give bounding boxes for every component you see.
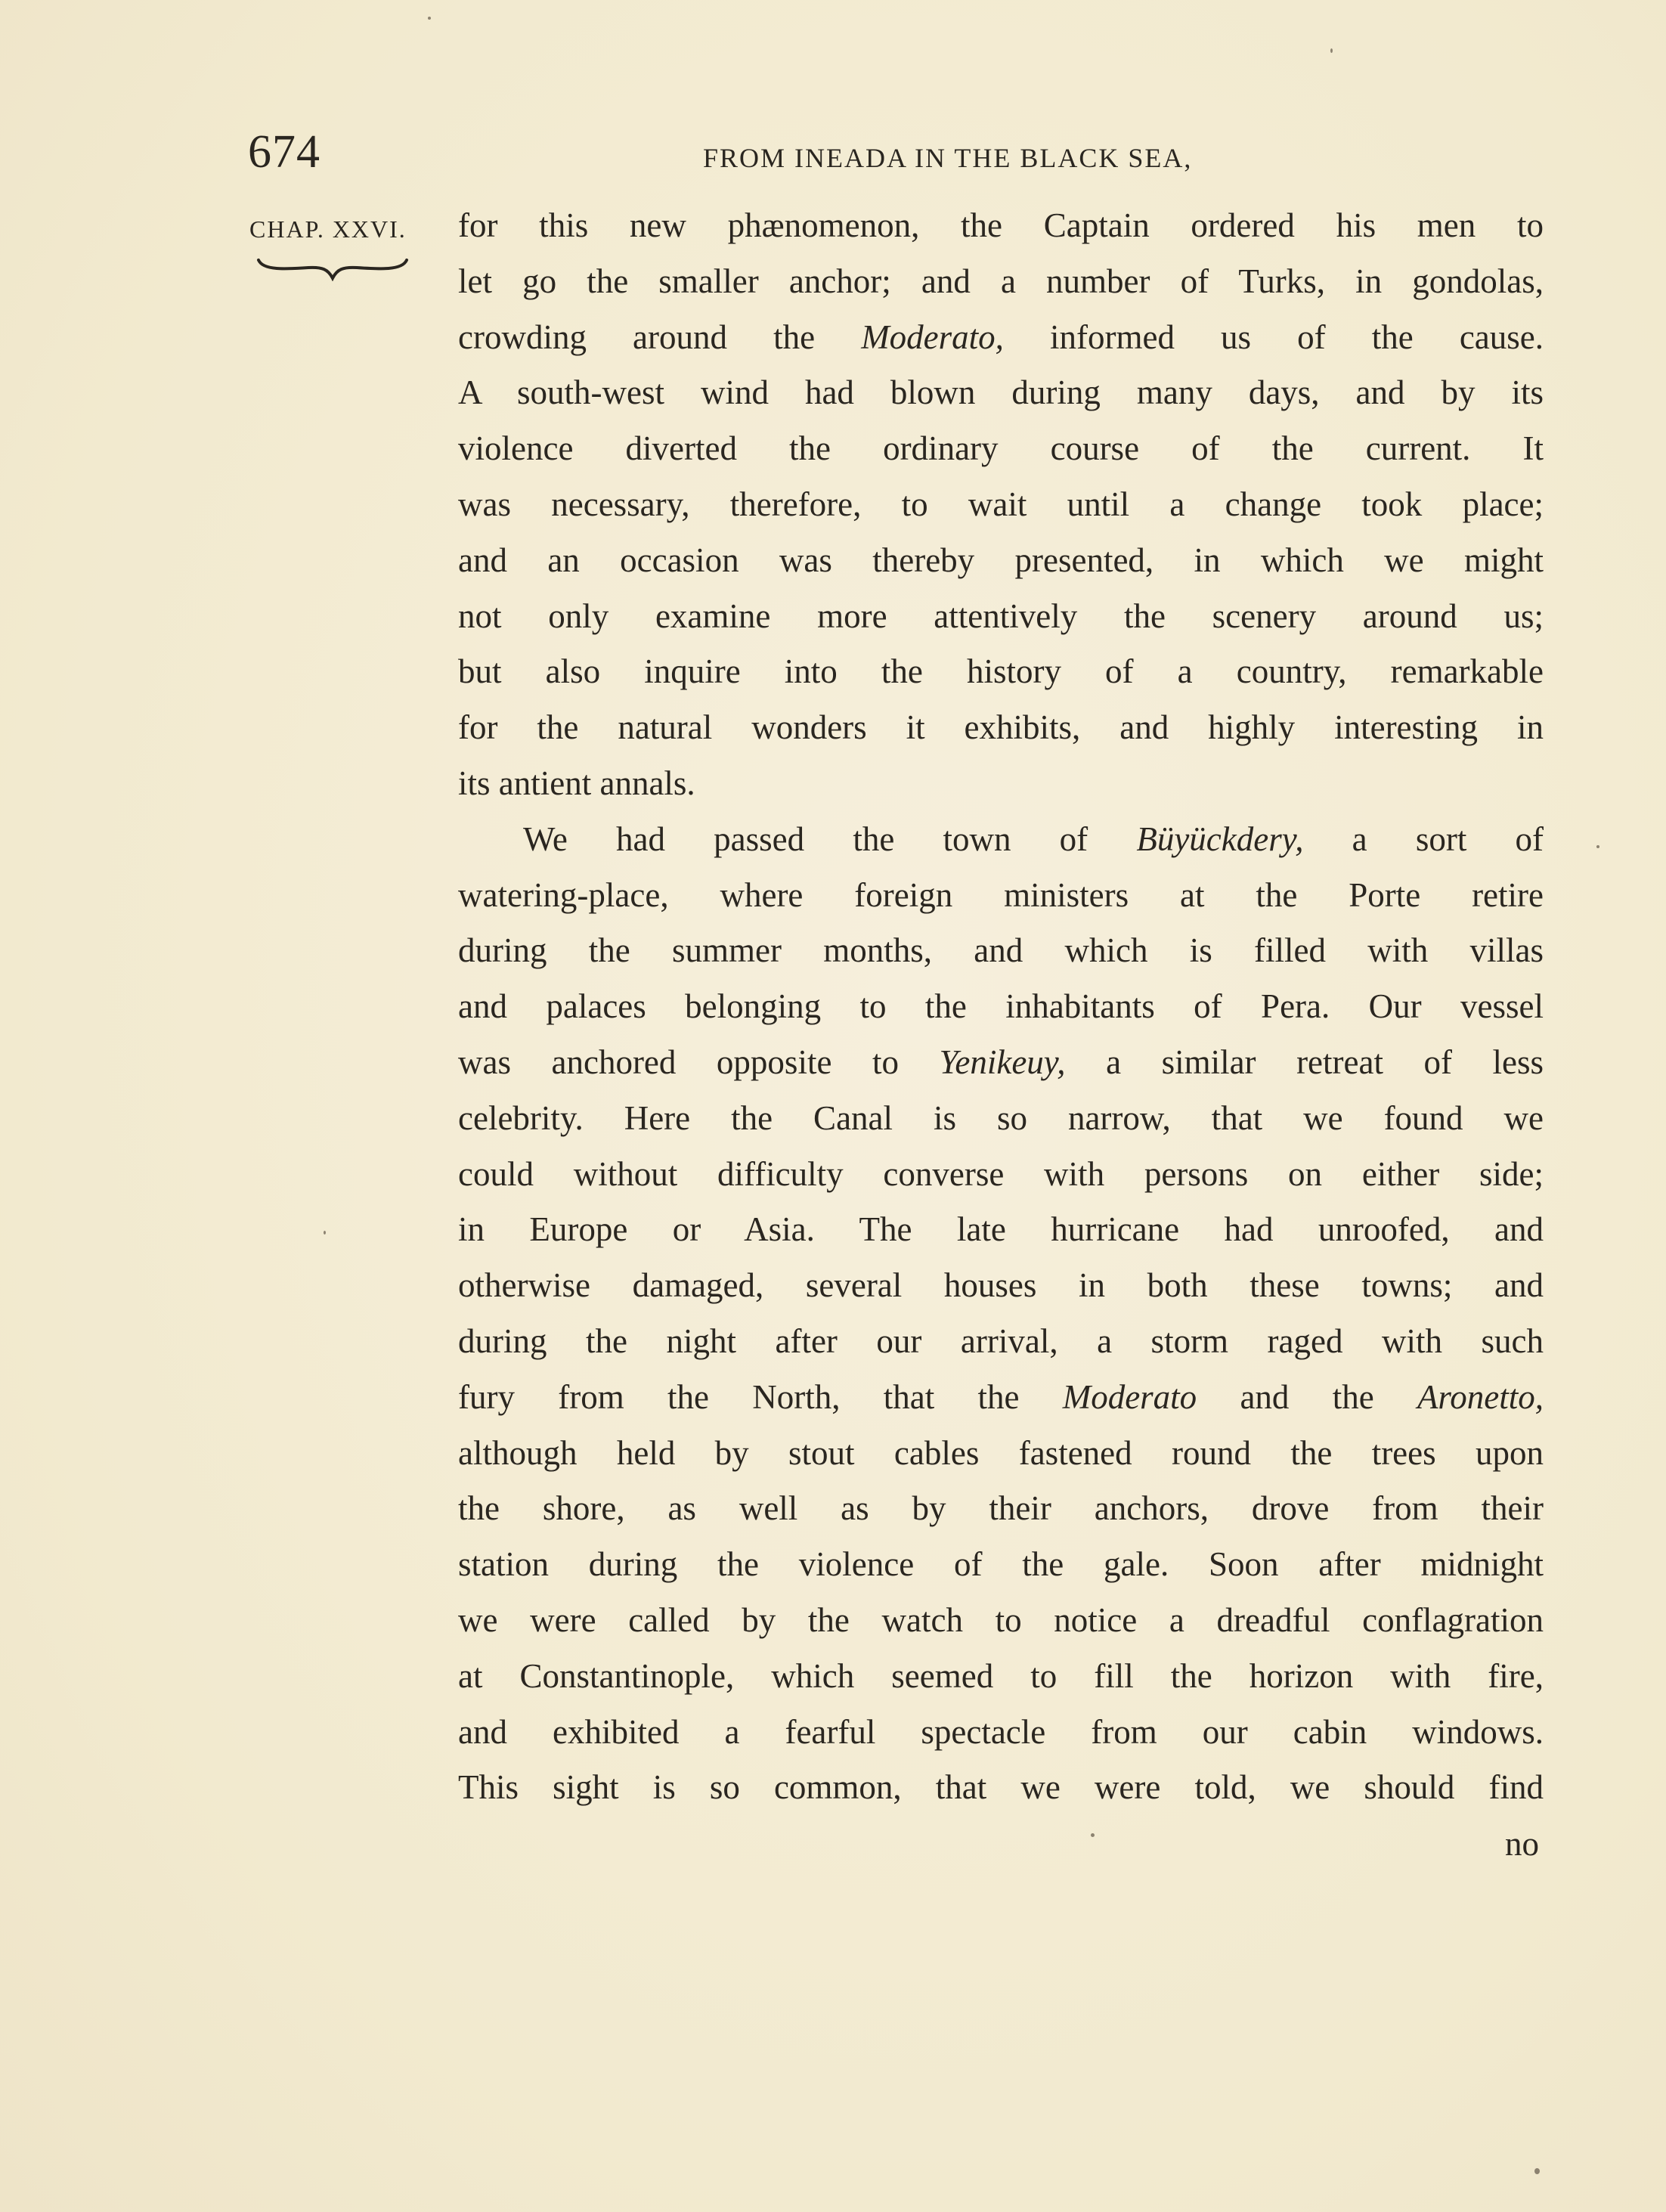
italic-name: Yenikeuy, — [939, 1042, 1066, 1081]
text-run: A south-west wind had blown during many days, and by its — [458, 373, 1544, 412]
text-run: not only examine more attentively the scenery around us; — [458, 596, 1544, 635]
paper-speck — [428, 17, 431, 20]
text-line — [458, 365, 1544, 421]
text-line — [458, 477, 1544, 533]
text-line — [458, 421, 1544, 477]
text-run: let go the smaller anchor; and a number of Turks, in gondolas, — [458, 262, 1544, 300]
text-line — [458, 310, 1544, 366]
text-run: and palaces belonging to the inhabitants of Pera. Our vessel — [458, 987, 1544, 1026]
text-run: and exhibited a fearful spectacle from our cabin windows. — [458, 1712, 1544, 1751]
text-run: a similar retreat of less — [1065, 1042, 1544, 1081]
text-line — [458, 1258, 1544, 1314]
text-run: This sight is so common, that we were told, we should find — [458, 1768, 1544, 1807]
catchword: no — [1505, 1825, 1539, 1863]
text-line — [458, 1760, 1544, 1816]
running-head: FROM INEADA IN THE BLACK SEA, — [703, 143, 1193, 173]
text-run: although held by stout cables fastened round the trees upon — [458, 1433, 1544, 1472]
text-run: We had passed the town of — [523, 819, 1137, 858]
text-line — [458, 533, 1544, 589]
chapter-marker: CHAP. XXVI. — [249, 215, 407, 243]
text-line — [458, 1426, 1544, 1482]
text-line — [458, 1091, 1544, 1147]
text-run: celebrity. Here the Canal is so narrow, that we found we — [458, 1098, 1544, 1137]
text-run: otherwise damaged, several houses in both these towns; and — [458, 1266, 1544, 1305]
text-line — [458, 1035, 1544, 1091]
text-run: during the night after our arrival, a storm raged with such — [458, 1321, 1544, 1360]
text-line — [458, 1202, 1544, 1258]
text-run: a sort of — [1303, 819, 1544, 858]
italic-name: Moderato, — [861, 318, 1004, 356]
paragraph — [458, 198, 1544, 812]
italic-name: Büyückdery, — [1136, 819, 1304, 858]
text-run: for this new phænomenon, the Captain ordered his men to — [458, 206, 1544, 244]
text-line — [458, 700, 1544, 756]
text-line — [458, 1147, 1544, 1203]
text-run: violence diverted the ordinary course of the current. It — [458, 429, 1544, 468]
paper-speck — [1596, 845, 1599, 848]
text-line — [458, 589, 1544, 645]
text-line — [458, 1649, 1544, 1705]
brace-ornament-icon — [255, 254, 410, 281]
text-run: crowding around the — [458, 318, 862, 356]
text-line — [458, 923, 1544, 979]
text-line — [458, 644, 1544, 700]
italic-name: Moderato — [1062, 1377, 1197, 1416]
text-line — [458, 198, 1544, 254]
text-run: was anchored opposite to — [458, 1042, 940, 1081]
text-run: informed us of the cause. — [1003, 318, 1544, 356]
text-line — [458, 1593, 1544, 1649]
paper-speck — [1330, 48, 1333, 53]
text-line — [458, 1370, 1544, 1426]
text-run: was necessary, therefore, to wait until a change took place; — [458, 485, 1544, 523]
text-run: and an occasion was thereby presented, in which we might — [458, 541, 1544, 579]
paragraph — [458, 812, 1544, 1816]
page-number: 674 — [248, 126, 321, 178]
text-run: at Constantinople, which seemed to fill the horizon with fire, — [458, 1656, 1544, 1695]
text-line — [458, 868, 1544, 924]
text-run: but also inquire into the history of a country, remarkable — [458, 652, 1544, 691]
text-line — [458, 1705, 1544, 1761]
text-line — [458, 979, 1544, 1035]
text-run: during the summer months, and which is filled with villas — [458, 931, 1544, 970]
text-run: and the — [1197, 1377, 1417, 1416]
text-line — [458, 1314, 1544, 1370]
text-run: station during the violence of the gale. Soon after midnight — [458, 1545, 1544, 1584]
text-line — [458, 1481, 1544, 1537]
text-run: the shore, as well as by their anchors, drove from their — [458, 1489, 1544, 1528]
paper-speck — [324, 1231, 326, 1235]
text-run: watering-place, where foreign ministers at the Porte retire — [458, 875, 1544, 914]
text-line — [458, 254, 1544, 310]
text-run: its antient annals. — [458, 764, 695, 802]
text-line — [458, 812, 1544, 868]
text-run: could without difficulty converse with persons on either side; — [458, 1154, 1544, 1193]
text-run: in Europe or Asia. The late hurricane had unroofed, and — [458, 1210, 1544, 1249]
text-run: fury from the North, that the — [458, 1377, 1063, 1416]
paper-speck — [1091, 1833, 1095, 1837]
text-line — [458, 756, 1544, 812]
body-text — [458, 198, 1544, 1816]
text-run: we were called by the watch to notice a dreadful conflagration — [458, 1600, 1544, 1639]
text-line — [458, 1537, 1544, 1593]
text-run: for the natural wonders it exhibits, and highly interesting in — [458, 708, 1544, 747]
italic-name: Aronetto, — [1417, 1377, 1544, 1416]
paper-speck — [1534, 2168, 1540, 2174]
